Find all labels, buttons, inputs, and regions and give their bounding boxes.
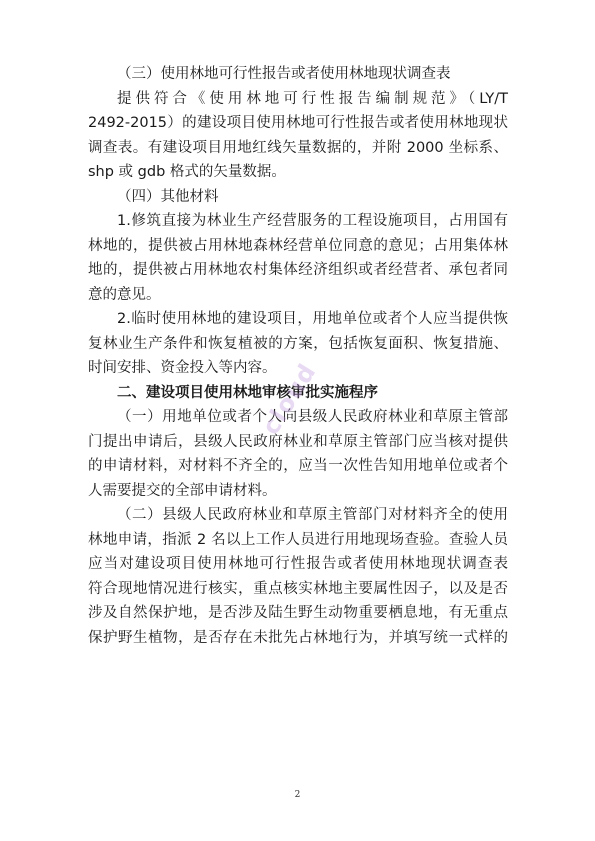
text-line: 门提出申请后，县级人民政府林业和草原主管部门应当核对提供 [88,433,508,450]
text-line: 的申请材料，对材料不齐全的，应当一次性告知用地单位或者个 [88,458,508,474]
text-line: 林地申请，指派 2 名以上工作人员进行用地现场查验。查验人员 [88,531,508,548]
text-line: （一）用地单位或者个人向县级人民政府林业和草原主管部 [117,409,508,425]
watermark: cloud [256,358,322,440]
text-line: （四）其他材料 [117,188,219,205]
page-number: 2 [294,790,301,800]
text-line: 地的，提供被占用林地农村集体经济组织或者经营者、承包者同 [88,262,508,278]
text-line: 涉及自然保护地，是否涉及陆生野生动物重要栖息地，有无重点 [88,605,508,621]
text-line: 提供符合《使用林地可行性报告编制规范》（LY/T [117,90,508,107]
text-line: 2492-2015）的建设项目使用林地可行性报告或者使用林地现状 [88,115,508,131]
text-line: 人需要提交的全部申请材料。 [88,482,277,499]
text-line: 2.临时使用林地的建设项目，用地单位或者个人应当提供恢 [117,311,508,327]
text-line: 时间安排、资金投入等内容。 [88,360,277,376]
section-heading: 二、建设项目使用林地审核审批实施程序 [117,384,378,401]
text-line: 调查表。有建设项目用地红线矢量数据的，并附 2000 坐标系、 [88,139,508,156]
text-line: 应当对建设项目使用林地可行性报告或者使用林地现状调查表 [88,556,508,572]
text-line: （二）县级人民政府林业和草原主管部门对材料齐全的使用 [117,507,508,523]
text-line: 意的意见。 [88,286,161,303]
text-line: 保护野生植物，是否存在未批先占林地行为，并填写统一式样的 [88,629,508,646]
text-line: 1.修筑直接为林业生产经营服务的工程设施项目，占用国有 [117,213,508,229]
text-line: 复林业生产条件和恢复植被的方案，包括恢复面积、恢复措施、 [88,335,508,352]
text-line: 林地的，提供被占用林地森林经营单位同意的意见；占用集体林 [88,237,508,254]
text-line: （三）使用林地可行性报告或者使用林地现状调查表 [117,66,451,82]
text-line: 符合现地情况进行核实，重点核实林地主要属性因子，以及是否 [88,580,508,597]
text-line: shp 或 gdb 格式的矢量数据。 [88,164,286,180]
